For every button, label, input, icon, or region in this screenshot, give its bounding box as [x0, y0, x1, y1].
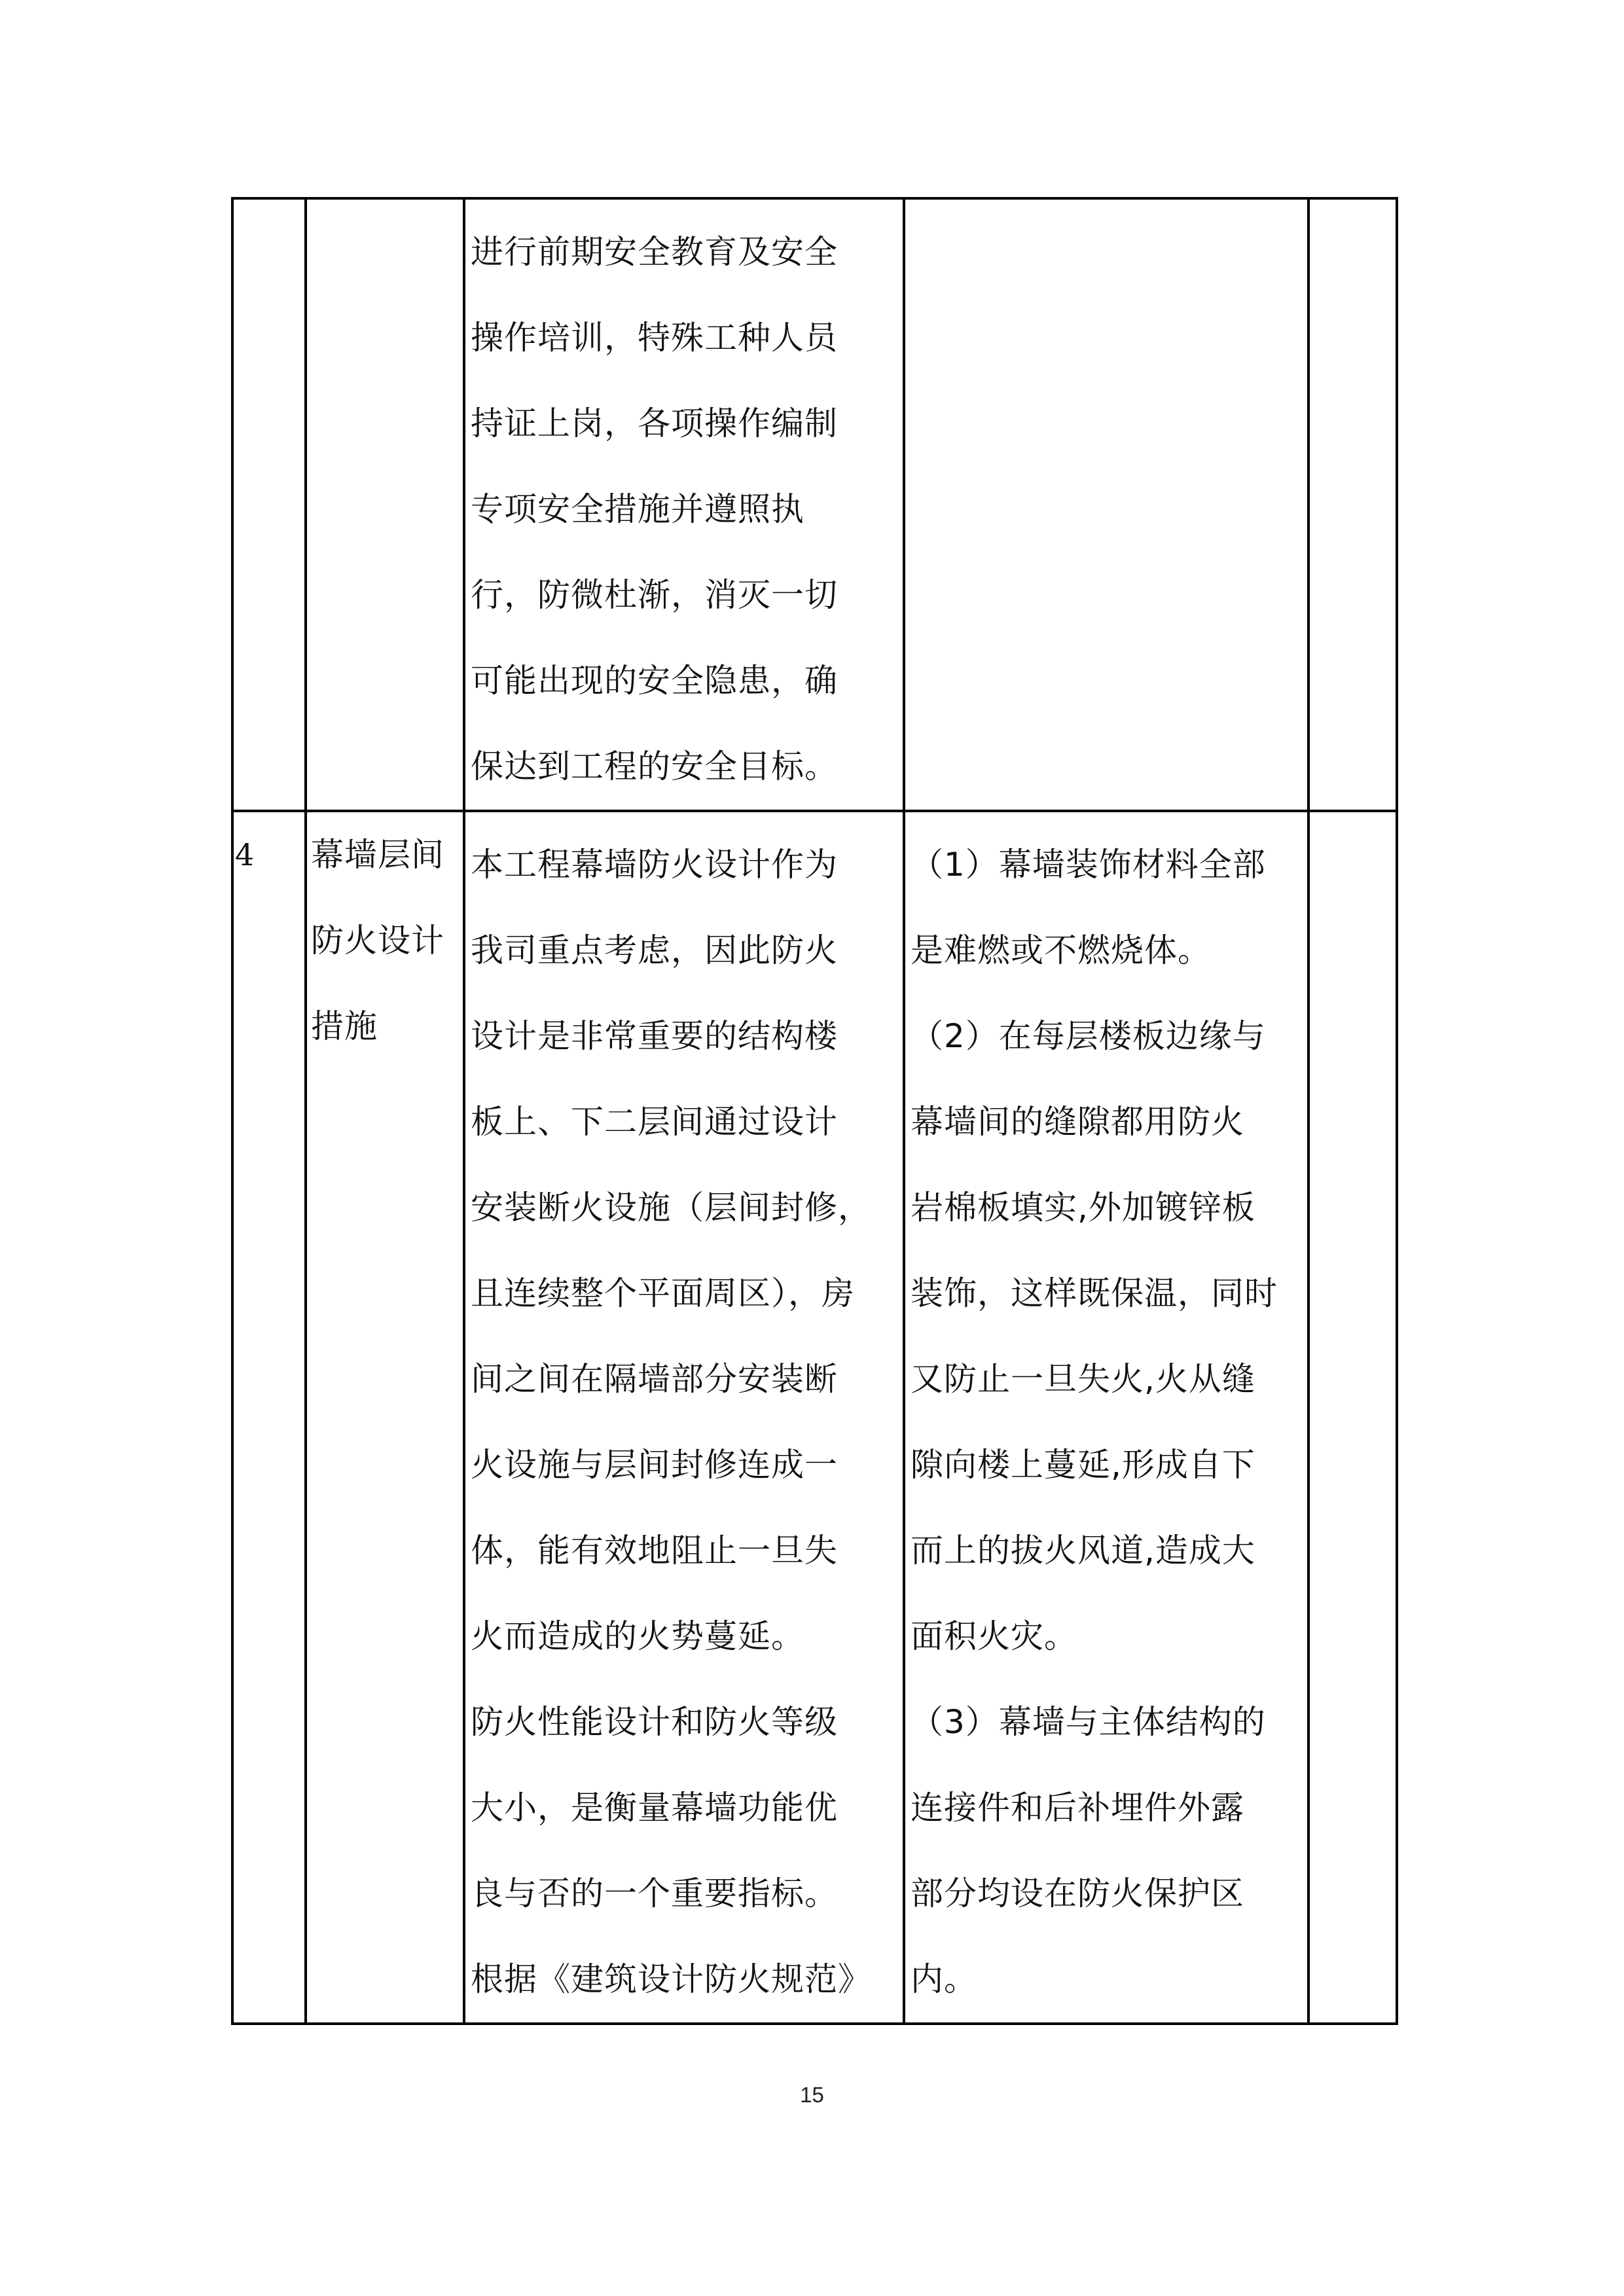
row-number: 4: [235, 837, 255, 872]
description-text: [465, 812, 903, 2022]
item-cell: [306, 198, 464, 811]
description-line: 进行前期安全教育及安全: [471, 233, 838, 271]
description-line: 专项安全措施并遵照执: [471, 490, 804, 528]
description-line: 防火性能设计和防火等级: [471, 1703, 838, 1741]
measure-line: 是难燃或不燃烧体。: [911, 931, 1211, 969]
measure-line: 部分均设在防火保护区: [911, 1874, 1244, 1912]
description-line: 板上、下二层间通过设计: [471, 1103, 838, 1141]
number-cell: [232, 811, 306, 2024]
item-cell: [306, 811, 464, 2024]
description-line: 火而造成的火势蔓延。: [471, 1617, 804, 1655]
measure-line: 岩棉板填实,外加镀锌板: [911, 1189, 1255, 1227]
description-line: 体，能有效地阻止一旦失: [471, 1532, 838, 1570]
note-cell: [1308, 198, 1397, 811]
description-cell: [464, 198, 904, 811]
item-line: 措施: [311, 1007, 378, 1045]
description-line: 设计是非常重要的结构楼: [471, 1017, 838, 1055]
measure-line: 幕墙间的缝隙都用防火: [911, 1103, 1244, 1141]
measure-line: （1）幕墙装饰材料全部: [911, 846, 1266, 884]
description-line: 本工程幕墙防火设计作为: [471, 846, 838, 884]
measure-line: 装饰，这样既保温，同时: [911, 1274, 1278, 1312]
measure-line: 连接件和后补埋件外露: [911, 1789, 1244, 1827]
measure-cell: [904, 198, 1308, 811]
description-line: 且连续整个平面周区），房: [471, 1274, 855, 1312]
description-line: 大小，是衡量幕墙功能优: [471, 1789, 838, 1827]
description-line: 我司重点考虑，因此防火: [471, 931, 838, 969]
measure-text: [905, 812, 1307, 2022]
description-line: 保达到工程的安全目标。: [471, 747, 838, 785]
measure-line: 面积火灾。: [911, 1617, 1077, 1655]
item-label: [307, 812, 463, 1069]
table-row: [232, 198, 1397, 811]
description-line: 持证上岗，各项操作编制: [471, 404, 838, 442]
description-line: 根据《建筑设计防火规范》: [471, 1960, 871, 1998]
note-cell: [1308, 811, 1397, 2024]
description-cell: [464, 811, 904, 2024]
description-line: 可能出现的安全隐患，确: [471, 662, 838, 700]
measure-line: 隙向楼上蔓延,形成自下: [911, 1446, 1255, 1484]
measure-line: （2）在每层楼板边缘与: [911, 1017, 1266, 1055]
page-number: 15: [800, 2083, 824, 2107]
description-line: 火设施与层间封修连成一: [471, 1446, 838, 1484]
item-line: 防火设计: [311, 922, 444, 960]
description-line: 行，防微杜渐，消灭一切: [471, 576, 838, 614]
measure-line: 而上的拔火风道,造成大: [911, 1532, 1255, 1570]
description-text: [465, 200, 903, 810]
item-line: 幕墙层间: [311, 836, 444, 874]
measure-line: （3）幕墙与主体结构的: [911, 1703, 1266, 1741]
description-line: 操作培训，特殊工种人员: [471, 319, 838, 357]
table-row: [232, 811, 1397, 2024]
description-line: 良与否的一个重要指标。: [471, 1874, 838, 1912]
description-line: 间之间在隔墙部分安装断: [471, 1360, 838, 1398]
safety-measures-table: [231, 197, 1398, 2025]
description-line: 安装断火设施（层间封修，: [471, 1189, 871, 1227]
number-cell: [232, 198, 306, 811]
measure-line: 又防止一旦失火,火从缝: [911, 1360, 1255, 1398]
measure-cell: [904, 811, 1308, 2024]
measure-line: 内。: [911, 1960, 977, 1998]
